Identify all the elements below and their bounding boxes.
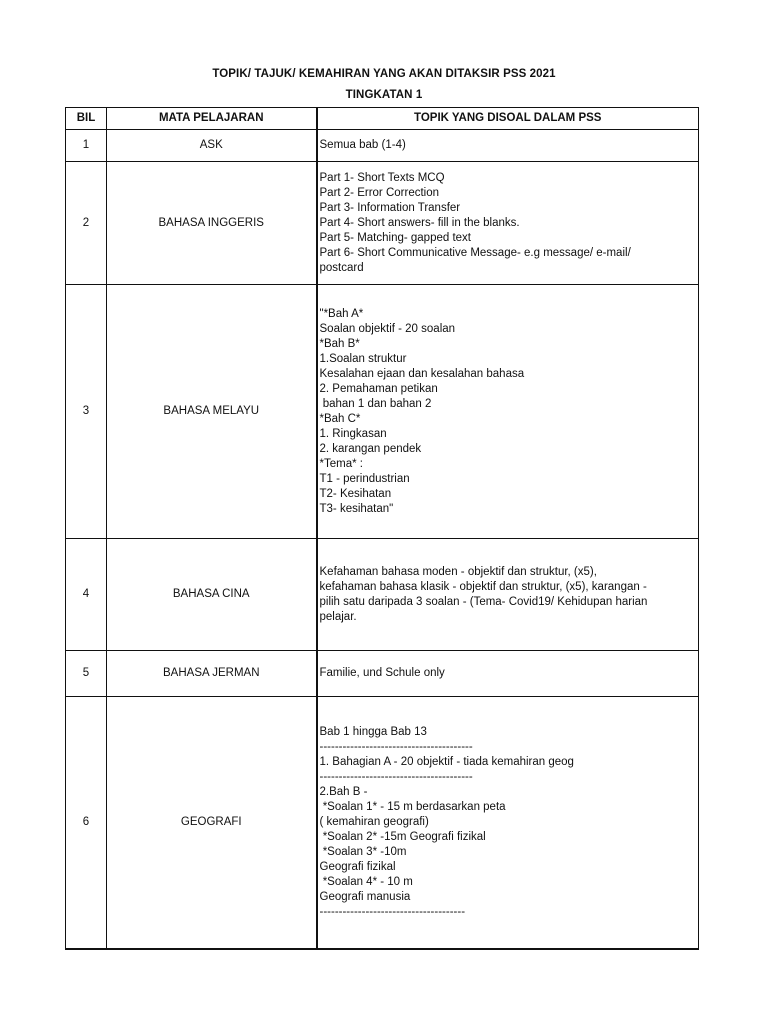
row-number: 1 [66, 130, 107, 162]
table-row [66, 130, 699, 162]
document-title: TOPIK/ TAJUK/ KEMAHIRAN YANG AKAN DITAKSIR PSS 2021 [212, 68, 556, 80]
table-row [66, 651, 699, 697]
row-number: 6 [66, 697, 107, 949]
row-subject: ASK [107, 130, 317, 162]
row-topics: Kefahaman bahasa moden - objektif dan struktur, (x5), kefahaman bahasa klasik - objektif dan struktur, (x5), karangan - pilih satu daripada 3 soalan - (Tema- Covid19/ Kehidupan harian pelajar. [317, 539, 699, 651]
header-topik: TOPIK YANG DISOAL DALAM PSS [317, 108, 699, 130]
row-subject: BAHASA INGGERIS [107, 162, 317, 285]
row-topics: "*Bah A* Soalan objektif - 20 soalan *Bah B* 1.Soalan struktur Kesalahan ejaan dan kesalahan bahasa 2. Pemahaman petikan bahan 1 dan bahan 2 *Bah C* 1. Ringkasan 2. karangan pendek *Tema* : T1 - perindustrian T2- Kesihatan T3- kesihatan" [317, 285, 699, 539]
table-row [66, 697, 699, 949]
table-header-row [66, 108, 699, 130]
row-topics: Familie, und Schule only [317, 651, 699, 697]
row-topics: Bab 1 hingga Bab 13 ---------------------------------------- 1. Bahagian A - 20 objektif - tiada kemahiran geog ---------------------------------------- 2.Bah B - *Soalan 1* - 15 m berdasarkan peta ( kemahiran geografi) *Soalan 2* -15m Geografi fizikal *Soalan 3* -10m Geografi fizikal *Soalan 4* - 10 m Geografi manusia -------------------------------------- [317, 697, 699, 949]
document-subtitle: TINGKATAN 1 [345, 89, 423, 101]
row-subject: GEOGRAFI [107, 697, 317, 949]
table-row [66, 539, 699, 651]
row-topics: Semua bab (1-4) [317, 130, 699, 162]
row-subject: BAHASA MELAYU [107, 285, 317, 539]
row-subject: BAHASA CINA [107, 539, 317, 651]
table-row [66, 162, 699, 285]
header-bil: BIL [66, 108, 107, 130]
row-topics: Part 1- Short Texts MCQ Part 2- Error Correction Part 3- Information Transfer Part 4- Short answers- fill in the blanks. Part 5- Matching- gapped text Part 6- Short Communicative Message- e.g message/ e-mail/ postcard [317, 162, 699, 285]
table-row [66, 285, 699, 539]
row-number: 5 [66, 651, 107, 697]
row-number: 4 [66, 539, 107, 651]
header-mata-pelajaran: MATA PELAJARAN [107, 108, 317, 130]
row-number: 2 [66, 162, 107, 285]
row-number: 3 [66, 285, 107, 539]
topics-table [65, 107, 699, 950]
row-subject: BAHASA JERMAN [107, 651, 317, 697]
